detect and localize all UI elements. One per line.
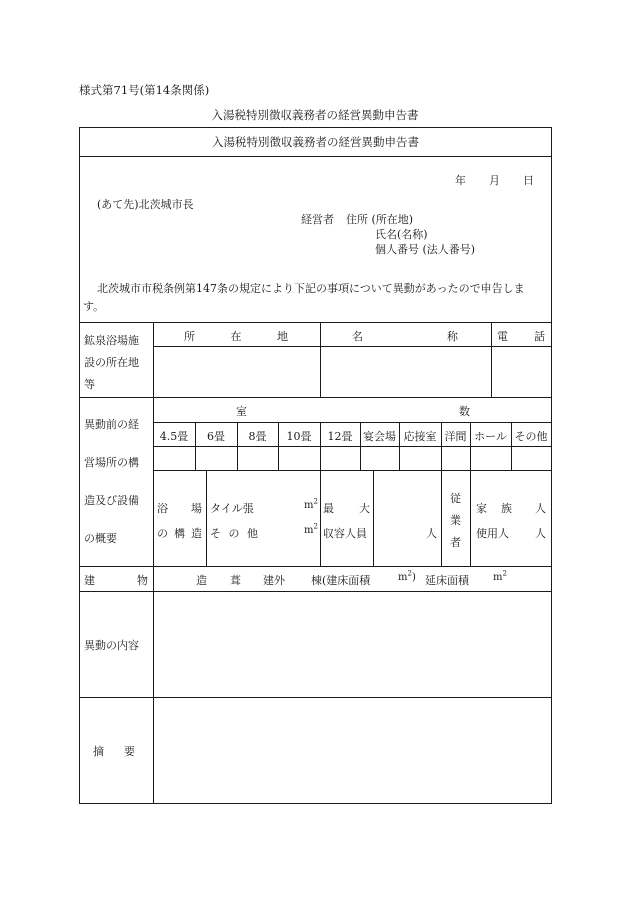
family-label: 家 族 [476, 502, 512, 515]
operator-label: 経営者 [301, 213, 334, 226]
frame-top [79, 127, 552, 128]
room-type-western: 洋間 [444, 430, 467, 443]
building-mune: 棟(建床面積 [311, 574, 371, 587]
employed-label: 使用人 [476, 527, 509, 540]
rooms-header-room: 室 [236, 405, 247, 418]
title-outside: 入湯税特別徴収義務者の経営異動申告書 [211, 108, 419, 122]
frame-right [551, 127, 552, 804]
room-type-other: その他 [514, 430, 548, 443]
title-inside: 入湯税特別徴収義務者の経営異動申告書 [212, 135, 419, 149]
other-unit: $m^2$ [304, 522, 318, 536]
structure-label-3: 造及び設備 [84, 494, 139, 507]
frame-left [79, 127, 80, 804]
employed-unit: 人 [535, 527, 546, 540]
col-location-header: 所 在 地 [184, 330, 288, 343]
room-type-8: 8畳 [248, 430, 267, 443]
room-type-banquet: 宴会場 [363, 430, 396, 443]
facility-label-2: 設の所在地 [84, 356, 139, 369]
structure-label-4: の概要 [84, 532, 117, 545]
date-month: 月 [489, 174, 500, 187]
col-phone-header: 電 話 [497, 330, 545, 343]
employees-char-2: 業 [450, 514, 461, 527]
rooms-header-count: 数 [459, 405, 470, 418]
room-type-hall: ホール [474, 430, 507, 443]
employees-char-3: 者 [450, 536, 461, 549]
operator-number: 個人番号 (法人番号) [375, 243, 476, 256]
summary-label: 摘 要 [93, 745, 135, 758]
form-number: 様式第71号(第14条関係) [79, 83, 210, 97]
change-content-label: 異動の内容 [84, 639, 139, 652]
building-label: 建 物 [84, 574, 148, 587]
employees-char-1: 従 [450, 492, 461, 505]
building-extra: 建外 [263, 574, 285, 587]
capacity-unit: 人 [426, 527, 437, 540]
tile-unit: $m^2$ [304, 497, 318, 511]
date-year: 年 [455, 174, 466, 187]
structure-label-1: 異動前の経 [84, 418, 139, 431]
col-name-header: 名 称 [352, 330, 458, 343]
room-type-12: 12畳 [327, 430, 353, 443]
facility-label-3: 等 [84, 378, 95, 391]
bath-structure-line2: の 構 造 [157, 527, 202, 540]
room-type-reception: 応接室 [403, 430, 437, 443]
bath-structure-line1: 浴 場 [157, 502, 202, 515]
date-day: 日 [523, 174, 534, 187]
tile-label: タイル張 [210, 502, 254, 515]
facility-label-1: 鉱泉浴場施 [84, 334, 139, 347]
room-type-6: 6畳 [207, 430, 225, 443]
operator-address: 住所 (所在地) [346, 213, 414, 226]
addressee: (あて先)北茨城市長 [97, 198, 194, 211]
declaration-line1: 北茨城市市税条例第147条の規定により下記の事項について異動があったので申告しま [97, 282, 525, 295]
frame-bottom [79, 803, 552, 804]
building-floor-unit: $m^2$) [398, 569, 416, 583]
building-total-unit: $m^2$ [493, 569, 507, 583]
room-type-10: 10畳 [286, 430, 312, 443]
declaration-line2: す。 [83, 300, 105, 313]
building-zou: 造 [196, 574, 207, 587]
family-unit: 人 [535, 502, 546, 515]
room-type-4-5: 4.5畳 [159, 430, 189, 443]
max-label: 最 大 [323, 502, 370, 515]
building-roof: 葺 [230, 574, 241, 587]
other-label: そ の 他 [210, 527, 258, 540]
operator-name: 氏名(名称) [375, 228, 428, 241]
capacity-label: 収容人員 [323, 527, 367, 540]
building-total-floor: 延床面積 [425, 574, 469, 587]
structure-label-2: 営場所の構 [84, 456, 139, 469]
